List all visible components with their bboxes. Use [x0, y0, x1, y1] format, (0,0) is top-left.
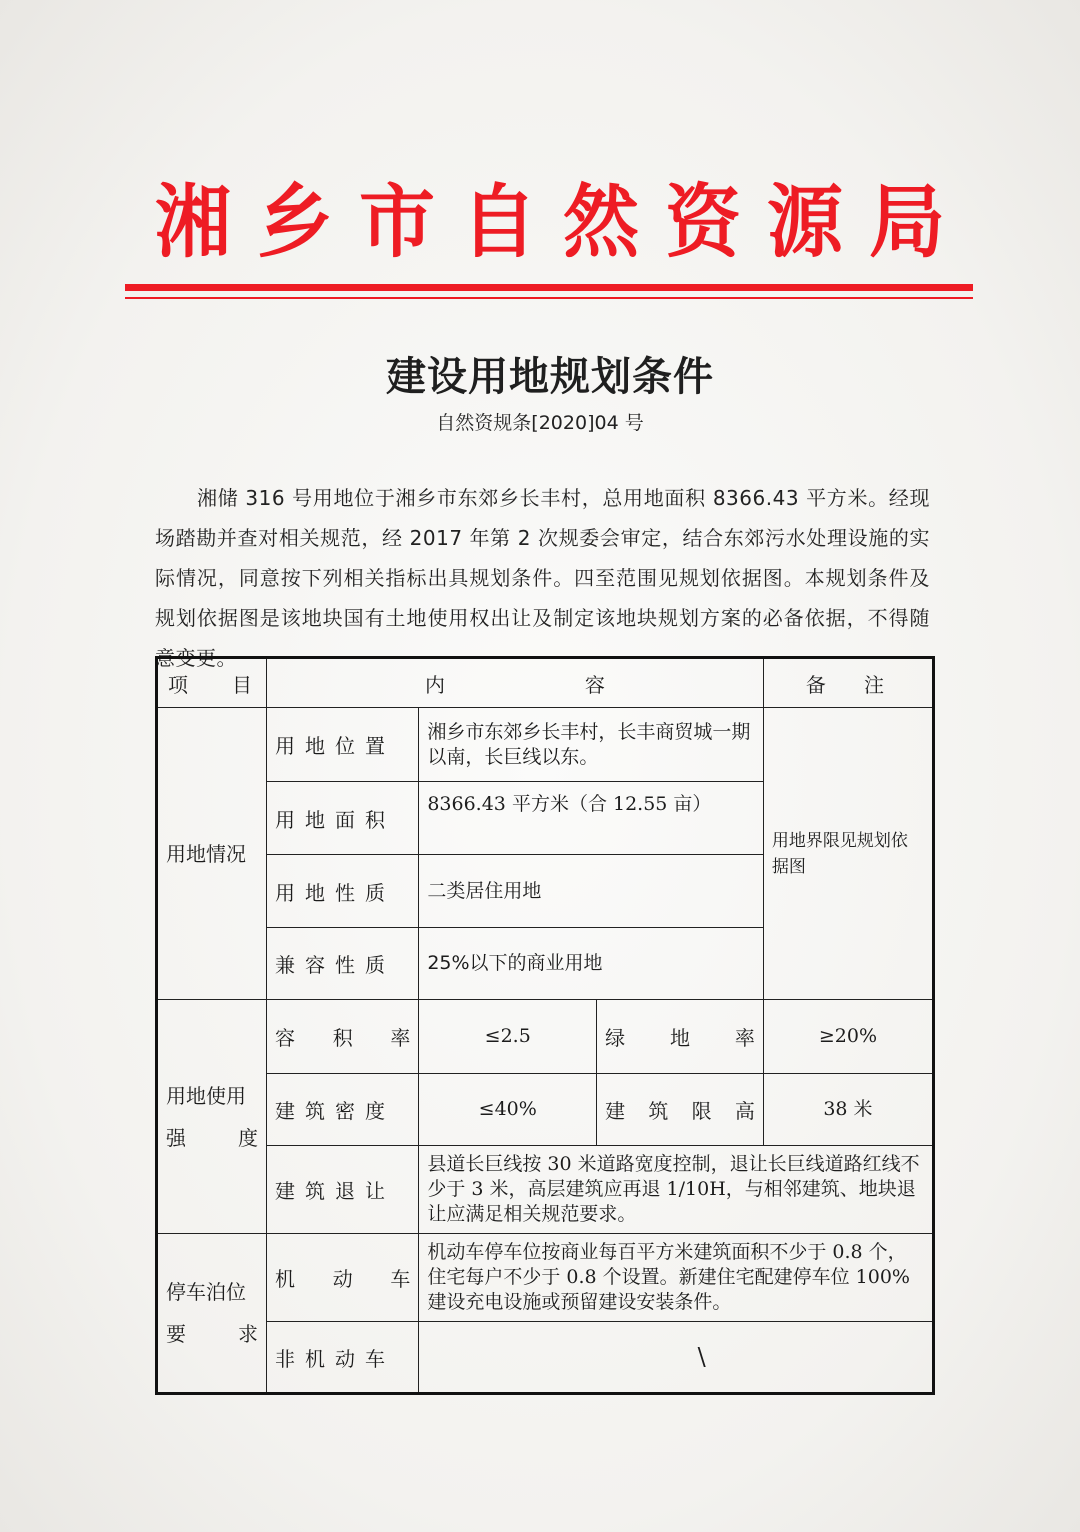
- row-value: 8366.43 平方米（合 12.55 亩）: [419, 782, 764, 855]
- group-parking: [157, 1234, 267, 1394]
- header-item-char: 项: [168, 672, 188, 697]
- height-limit-value: 38 米: [763, 1074, 933, 1146]
- planning-conditions-table: [155, 656, 935, 1395]
- intro-paragraph: 湘储 316 号用地位于湘乡市东郊乡长丰村，总用地面积 8366.43 平方米。经现场踏勘并查对相关规范，经 2017 年第 2 次规委会审定，结合东郊污水处理设施的实际情况，同意按下列相关指标出具规划条件。四至范围见规划依据图。本规划条件及规划依据图是该地块国有土地使用权出让及制定该地块规划方案的必备依据，不得随意变更。: [155, 486, 930, 670]
- document-number: 自然资规条[2020]04 号: [436, 412, 644, 434]
- letterhead-org-name: [155, 168, 945, 269]
- label-char: 率: [390, 1026, 411, 1050]
- group-label-char: 度: [238, 1125, 259, 1150]
- header-item-char: 目: [232, 672, 253, 697]
- group-label-line: 用地使用: [166, 1083, 246, 1108]
- letterhead-rule-thin: [125, 297, 973, 299]
- table-row: [157, 1074, 934, 1146]
- label-char: 容: [275, 1026, 296, 1050]
- letterhead-char: 乡: [257, 175, 333, 269]
- letterhead-char: 局: [869, 175, 945, 269]
- letterhead-char: 湘: [155, 175, 231, 269]
- document-title: 建设用地规划条件: [386, 354, 714, 400]
- label-char: 建: [605, 1099, 626, 1123]
- header-remark-char: 备: [805, 672, 826, 697]
- letterhead-char: 市: [359, 175, 435, 269]
- header-item: [157, 658, 267, 708]
- label-char: 积: [332, 1026, 353, 1050]
- table-header-row: [157, 658, 934, 708]
- header-remark: [763, 658, 933, 708]
- motor-vehicle-value: 机动车停车位按商业每百平方米建筑面积不少于 0.8 个，住宅每户不少于 0.8 个设置。新建住宅配建停车位 100%建设充电设施或预留建设安装条件。: [419, 1234, 934, 1322]
- label-char: 车: [390, 1267, 411, 1291]
- group-land-situation: 用地情况: [157, 708, 267, 1000]
- label-char: 机: [275, 1267, 296, 1291]
- row-value: 25%以下的商业用地: [419, 928, 764, 1000]
- label-char: 动: [332, 1267, 353, 1291]
- density-value: ≤40%: [419, 1074, 597, 1146]
- row-label: 兼容性质: [267, 928, 419, 1000]
- row-label: 用地面积: [267, 782, 419, 855]
- label-char: 高: [734, 1099, 755, 1123]
- group-label-line: [166, 1117, 258, 1159]
- green-ratio-label: [597, 1000, 764, 1074]
- motor-vehicle-label: [267, 1234, 419, 1322]
- header-content: [267, 658, 764, 708]
- setback-value: 县道长巨线按 30 米道路宽度控制，退让长巨线道路红线不少于 3 米，高层建筑应再退 1/10H，与相邻建筑、地块退让应满足相关规范要求。: [419, 1146, 934, 1234]
- density-label: 建筑密度: [267, 1074, 419, 1146]
- label-char: 筑: [648, 1099, 669, 1123]
- letterhead-char: 源: [767, 175, 843, 269]
- group-land-use-intensity: [157, 1000, 267, 1234]
- letterhead-char: 然: [563, 175, 639, 269]
- label-char: 绿: [605, 1026, 626, 1050]
- non-motor-vehicle-value: \: [419, 1322, 934, 1394]
- label-char: 限: [691, 1099, 712, 1123]
- label-char: 率: [734, 1026, 755, 1050]
- letterhead-char: 资: [665, 175, 741, 269]
- group-label-char: 强: [166, 1125, 186, 1150]
- group-label-char: 要: [166, 1322, 186, 1346]
- green-ratio-value: ≥20%: [763, 1000, 933, 1074]
- row-label: 用地位置: [267, 708, 419, 782]
- table-row: [157, 1322, 934, 1394]
- non-motor-vehicle-label: 非机动车: [267, 1322, 419, 1394]
- table-row: [157, 1146, 934, 1234]
- remark-boundary: 用地界限见规划依据图: [763, 708, 933, 1000]
- group-label-line: [166, 1313, 258, 1355]
- far-label: [267, 1000, 419, 1074]
- far-value: ≤2.5: [419, 1000, 597, 1074]
- header-content-char: 内: [425, 672, 446, 697]
- row-label: 用地性质: [267, 855, 419, 928]
- row-value: 二类居住用地: [419, 855, 764, 928]
- row-value: 湘乡市东郊乡长丰村，长丰商贸城一期以南，长巨线以东。: [419, 708, 764, 782]
- group-label-line: 停车泊位: [166, 1280, 246, 1304]
- header-content-char: 容: [584, 672, 605, 697]
- label-char: 地: [670, 1026, 691, 1050]
- table-row: [157, 1234, 934, 1322]
- setback-label: 建筑退让: [267, 1146, 419, 1234]
- group-label-char: 求: [238, 1322, 259, 1346]
- height-limit-label: [597, 1074, 764, 1146]
- header-remark-char: 注: [864, 672, 884, 697]
- table-row: [157, 1000, 934, 1074]
- letterhead-rule-thick: [125, 284, 973, 291]
- table-row: [157, 708, 934, 782]
- letterhead-char: 自: [461, 175, 537, 269]
